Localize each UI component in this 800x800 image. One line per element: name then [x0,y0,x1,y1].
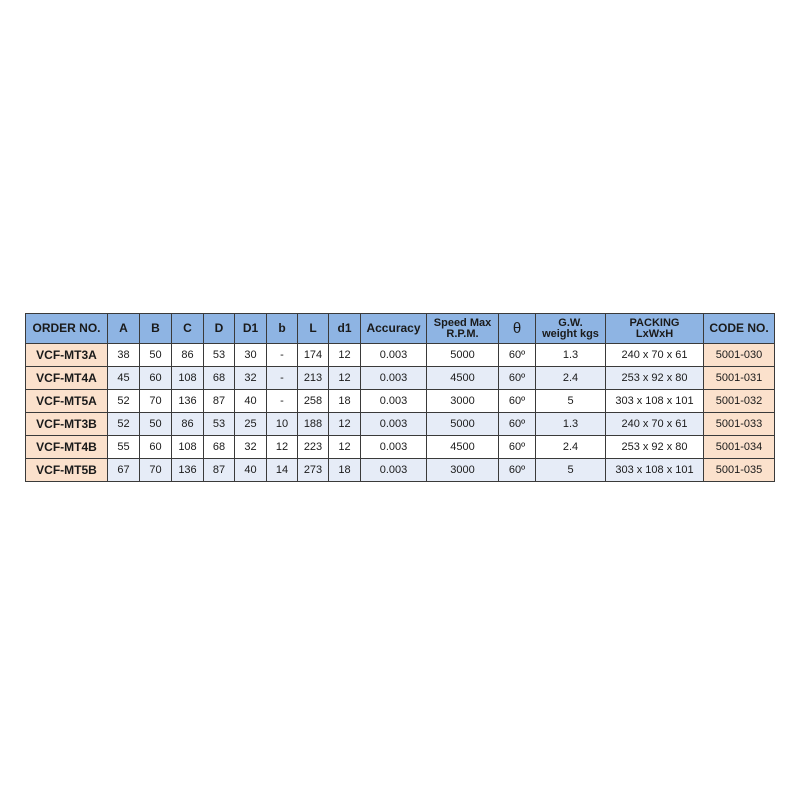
cell-d: 68 [204,436,235,459]
cell-a: 55 [108,436,140,459]
cell-b-upper: 60 [140,367,172,390]
cell-d1-upper: 32 [235,436,267,459]
cell-b-lower: 10 [267,413,298,436]
cell-packing: 303 x 108 x 101 [606,390,704,413]
cell-l: 213 [298,367,329,390]
cell-gw: 1.3 [536,344,606,367]
header-gw-line1: G.W. [558,316,583,329]
cell-c: 86 [172,344,204,367]
cell-theta: 60º [499,344,536,367]
cell-speed: 4500 [427,367,499,390]
cell-code: 5001-032 [704,390,775,413]
cell-speed: 3000 [427,390,499,413]
cell-order: VCF-MT4A [26,367,108,390]
cell-d1-upper: 40 [235,459,267,482]
cell-l: 223 [298,436,329,459]
header-speed-line1: Speed Max [433,316,492,329]
cell-packing: 253 x 92 x 80 [606,367,704,390]
cell-l: 258 [298,390,329,413]
cell-theta: 60º [499,367,536,390]
header-b-upper: B [140,314,172,344]
cell-a: 45 [108,367,140,390]
table-header [26,314,775,344]
cell-speed: 5000 [427,413,499,436]
cell-d1-lower: 12 [329,413,361,436]
cell-accuracy: 0.003 [361,344,427,367]
header-speed [427,314,499,344]
table-row [26,436,775,459]
spec-table [25,313,775,482]
cell-d1-upper: 30 [235,344,267,367]
header-gw [536,314,606,344]
cell-order: VCF-MT3B [26,413,108,436]
header-packing [606,314,704,344]
cell-packing: 303 x 108 x 101 [606,459,704,482]
header-d1-lower: d1 [329,314,361,344]
header-row [26,314,775,344]
cell-c: 108 [172,436,204,459]
cell-code: 5001-035 [704,459,775,482]
cell-packing: 240 x 70 x 61 [606,413,704,436]
header-d: D [204,314,235,344]
cell-b-upper: 70 [140,459,172,482]
cell-speed: 4500 [427,436,499,459]
cell-speed: 3000 [427,459,499,482]
cell-a: 38 [108,344,140,367]
cell-d: 87 [204,459,235,482]
header-theta: θ [499,314,536,344]
table-body [26,344,775,482]
header-b-lower: b [267,314,298,344]
cell-d1-upper: 40 [235,390,267,413]
cell-d1-lower: 12 [329,344,361,367]
cell-theta: 60º [499,459,536,482]
cell-b-upper: 60 [140,436,172,459]
cell-gw: 2.4 [536,367,606,390]
cell-packing: 240 x 70 x 61 [606,344,704,367]
table-row [26,367,775,390]
cell-d: 87 [204,390,235,413]
cell-c: 108 [172,367,204,390]
cell-c: 86 [172,413,204,436]
cell-d1-upper: 32 [235,367,267,390]
cell-b-lower: - [267,367,298,390]
cell-accuracy: 0.003 [361,390,427,413]
cell-d1-lower: 12 [329,367,361,390]
table-row [26,390,775,413]
cell-order: VCF-MT5B [26,459,108,482]
cell-d1-lower: 18 [329,390,361,413]
cell-code: 5001-031 [704,367,775,390]
cell-d1-upper: 25 [235,413,267,436]
cell-d: 53 [204,344,235,367]
header-packing-line1: PACKING [629,316,680,329]
cell-accuracy: 0.003 [361,436,427,459]
header-d1-upper: D1 [235,314,267,344]
header-c: C [172,314,204,344]
cell-order: VCF-MT3A [26,344,108,367]
cell-order: VCF-MT4B [26,436,108,459]
cell-a: 67 [108,459,140,482]
cell-a: 52 [108,413,140,436]
header-l: L [298,314,329,344]
cell-l: 188 [298,413,329,436]
cell-d1-lower: 12 [329,436,361,459]
header-speed-line2: R.P.M. [446,327,479,340]
cell-a: 52 [108,390,140,413]
cell-b-lower: - [267,344,298,367]
header-packing-line2: LxWxH [635,327,674,340]
cell-l: 273 [298,459,329,482]
cell-gw: 5 [536,459,606,482]
header-accuracy: Accuracy [361,314,427,344]
header-a: A [108,314,140,344]
table-row [26,459,775,482]
cell-code: 5001-033 [704,413,775,436]
cell-b-lower: 12 [267,436,298,459]
table-row [26,413,775,436]
header-code-no: CODE NO. [704,314,775,344]
cell-gw: 5 [536,390,606,413]
cell-gw: 2.4 [536,436,606,459]
table-row [26,344,775,367]
cell-c: 136 [172,459,204,482]
cell-b-upper: 50 [140,344,172,367]
cell-d: 68 [204,367,235,390]
cell-b-lower: 14 [267,459,298,482]
cell-d1-lower: 18 [329,459,361,482]
cell-d: 53 [204,413,235,436]
cell-theta: 60º [499,413,536,436]
cell-code: 5001-030 [704,344,775,367]
cell-order: VCF-MT5A [26,390,108,413]
cell-c: 136 [172,390,204,413]
cell-b-lower: - [267,390,298,413]
cell-code: 5001-034 [704,436,775,459]
cell-gw: 1.3 [536,413,606,436]
cell-accuracy: 0.003 [361,413,427,436]
cell-b-upper: 50 [140,413,172,436]
cell-theta: 60º [499,436,536,459]
cell-b-upper: 70 [140,390,172,413]
cell-theta: 60º [499,390,536,413]
cell-speed: 5000 [427,344,499,367]
cell-packing: 253 x 92 x 80 [606,436,704,459]
cell-accuracy: 0.003 [361,459,427,482]
cell-l: 174 [298,344,329,367]
header-order-no: ORDER NO. [26,314,108,344]
header-gw-line2: weight kgs [542,327,599,340]
cell-accuracy: 0.003 [361,367,427,390]
